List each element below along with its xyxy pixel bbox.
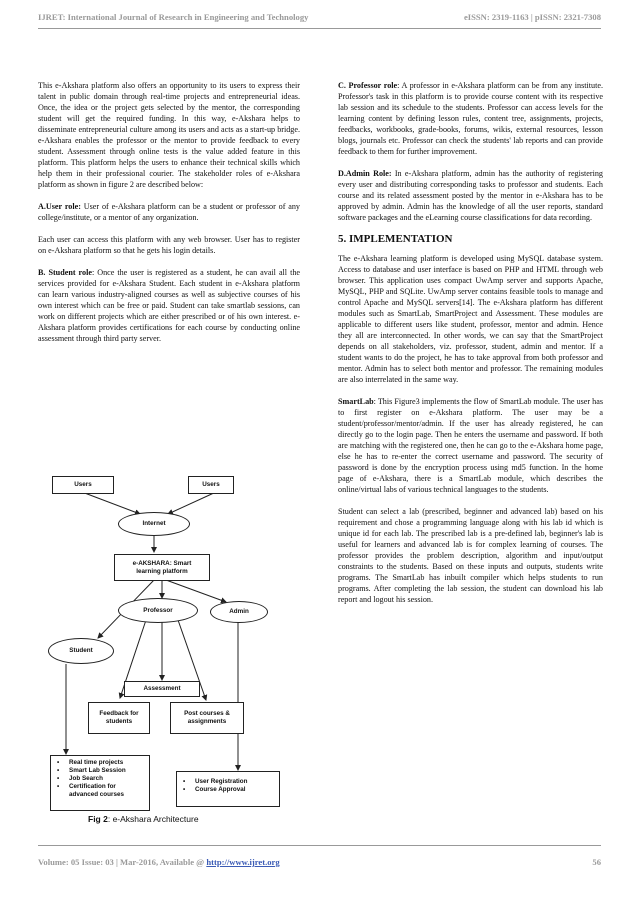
paragraph-implementation: The e-Akshara learning platform is developed using MySQL database system. Access to database and user interface is based on PHP and HTML through web browser. This application uses compact UwAmp server and supports Apache, MySQL, PHP and SQLite. UwAmp server contains feasible tools to manage and control Apache and MySQL servers[14]. The e-Akshara platform has different modules such as SmartLab, SmartProject and Assessment. These modules are applicable to different users like student, professor, mentor and admin. Hence they all are interconnected. In other words, we can say that the SmartProject depends on all stakeholders, viz. professor, student, admin and mentor. If a student wants to do the project, he has to take approval from both professor and mentor. Admin has to select both mentor and professor. The remaining modules are also interrelated in the same way. [338,254,603,384]
post-courses-node: Post courses & assignments [170,702,244,734]
paragraph-smartlab: SmartLab: This Figure3 implements the flow of SmartLab module. The user has to first register on e-Akshara platform. The user may be a student/professor/mentor/admin. If the user has already registered, he can directly go to the login page. Then he enters the username and password. If both are matching with the registered one, then he can go to the e-Akshara home page, else he has to re-enter the correct username and password. The security of password is done by the encryption process using md5 function. In the home page of e-Akshara, there is a SmartLab module, which describes the online/virtual labs of various technical languages to the students. [338,397,603,494]
user-role-label: A.User role: [38,202,81,211]
journal-footer [38,857,601,867]
student-services-list [50,755,150,811]
bullet-icon: • [183,786,186,793]
bullet-icon: • [57,775,60,782]
bullet-icon: • [57,759,60,766]
paragraph-student-role [38,267,300,344]
paragraph-access: Each user can access this platform with any web browser. User has to register on e-Akshara platform so that he gets his login details. [38,235,300,255]
admin-role-label: D.Admin Role: [338,169,392,178]
list-item: • Job Search [57,775,103,782]
internet-node: Internet [118,512,190,536]
paragraph-admin-role: D.Admin Role: In e-Akshara platform, admin has the authority of registering every user and distributing corresponding tasks to professor and students. Each course and its related assessment posted by the mentor in e-Akshara has to be approved by admin. Admin has the knowledge of all the user reports, standard software packages and the eLearning course classifications for data recording. [338,169,603,222]
eakshara-platform-node: e-AKSHARA: Smart learning platform [114,554,210,581]
list-item: • Real time projects [57,759,124,766]
feedback-node: Feedback for students [88,702,150,734]
users-node-right: Users [188,476,234,494]
section-heading-implementation: 5. IMPLEMENTATION [338,233,453,245]
header-rule [38,28,601,29]
footer-volume: Volume: 05 Issue: 03 | Mar-2016, Available @ http://www.ijret.org [38,857,280,867]
header-issn: eISSN: 2319-1163 | pISSN: 2321-7308 [463,12,601,22]
architecture-figure [38,468,300,833]
list-item: • User Registration [183,778,248,785]
figure-caption: Fig 2: e-Akshara Architecture [88,814,199,824]
paragraph-lab-selection: Student can select a lab (prescribed, beginner and advanced lab) based on his requirement and chose a programming language along with his lab id which is unique id for each lab. The prescribed lab is a pre-defined lab, beginner's lab is useful for learners and advanced lab is for complex learning of courses. The professor provides the problem description, algorithm and input/output constraints to the students. Based on these inputs and outputs, students write programs. The SmartLab has inbuilt compiler which helps students to run programs. After completing the lab session, the student can download his lab report and logout his session. [338,507,603,604]
admin-services-list [176,771,280,807]
professor-role-label: C. Professor role [338,81,398,90]
header-journal-name: IJRET: International Journal of Research in Engineering and Technology [38,12,309,22]
list-item: • Smart Lab Session [57,767,126,774]
bullet-icon: • [57,783,60,790]
list-item: • Certification for advanced courses [57,783,124,798]
paragraph-intro: This e-Akshara platform also offers an opportunity to its users to express their talent in public domain through real-time projects and entrepreneurial ideas. Once, the idea or the project gets selected by the mentor, the corresponding student will get the required funding. In this way, e-Akshara helps to disseminate entrepreneurial culture among its users and acts as a start-up bridge. e-Akshara enables the professor or the mentor to provide feedback to every student. Assessment through online tests is the value added feature in this platform. This platform helps the users to enhance their technical skills which help them in their professional courier. The stakeholder roles of e-Akshara platform as shown in figure 2 are described below: [38,81,300,189]
right-column [338,80,603,616]
paragraph-professor-role: C. Professor role: A professor in e-Akshara platform can be from any institute. Professor's task in this platform is to provide course content with its respective lab session and its schedule to the students. Professor can access levels for the learning content by defining lesson rules, content tree, assignments, projects, feedbacks, workbooks, grade-books, forums, wikis, external resources, lesson blogs, journals etc. Professor can check the students' lab reports and can provide feedback to them for further improvement. [338,81,603,156]
professor-node: Professor [118,598,198,623]
arrow-users-internet [82,492,140,514]
paragraph-user-role [38,201,300,223]
left-column [38,80,300,355]
users-node-left: Users [52,476,114,494]
journal-header [38,12,601,22]
admin-node: Admin [210,601,268,623]
smartlab-label: SmartLab [338,397,374,406]
student-role-label: B. Student role [38,268,92,277]
assessment-node: Assessment [124,681,200,697]
footer-rule [38,845,601,846]
student-node: Student [48,638,114,664]
student-role-text: : Once the user is registered as a student, he can avail all the services provided for e-Akshara Student. Each student in e-Akshara platform can learn various industry-aligned courses as well as subjective courses of his own interest which can be free or paid. Student can take smartlab sessions, can work on different projects which are either prescribed or of his own interest. e-Akshara platform provides certifications for each course by conducting online assessment through third party server. [38,268,300,343]
user-role-text: User of e-Akshara platform can be a student or professor of any college/institute, or a mentor of any organization. [38,202,300,222]
list-item: • Course Approval [183,786,246,793]
arrow-users2-internet [168,492,216,514]
page-number: 56 [592,857,601,867]
bullet-icon: • [183,778,186,785]
bullet-icon: • [57,767,60,774]
journal-link[interactable]: http://www.ijret.org [206,857,280,867]
